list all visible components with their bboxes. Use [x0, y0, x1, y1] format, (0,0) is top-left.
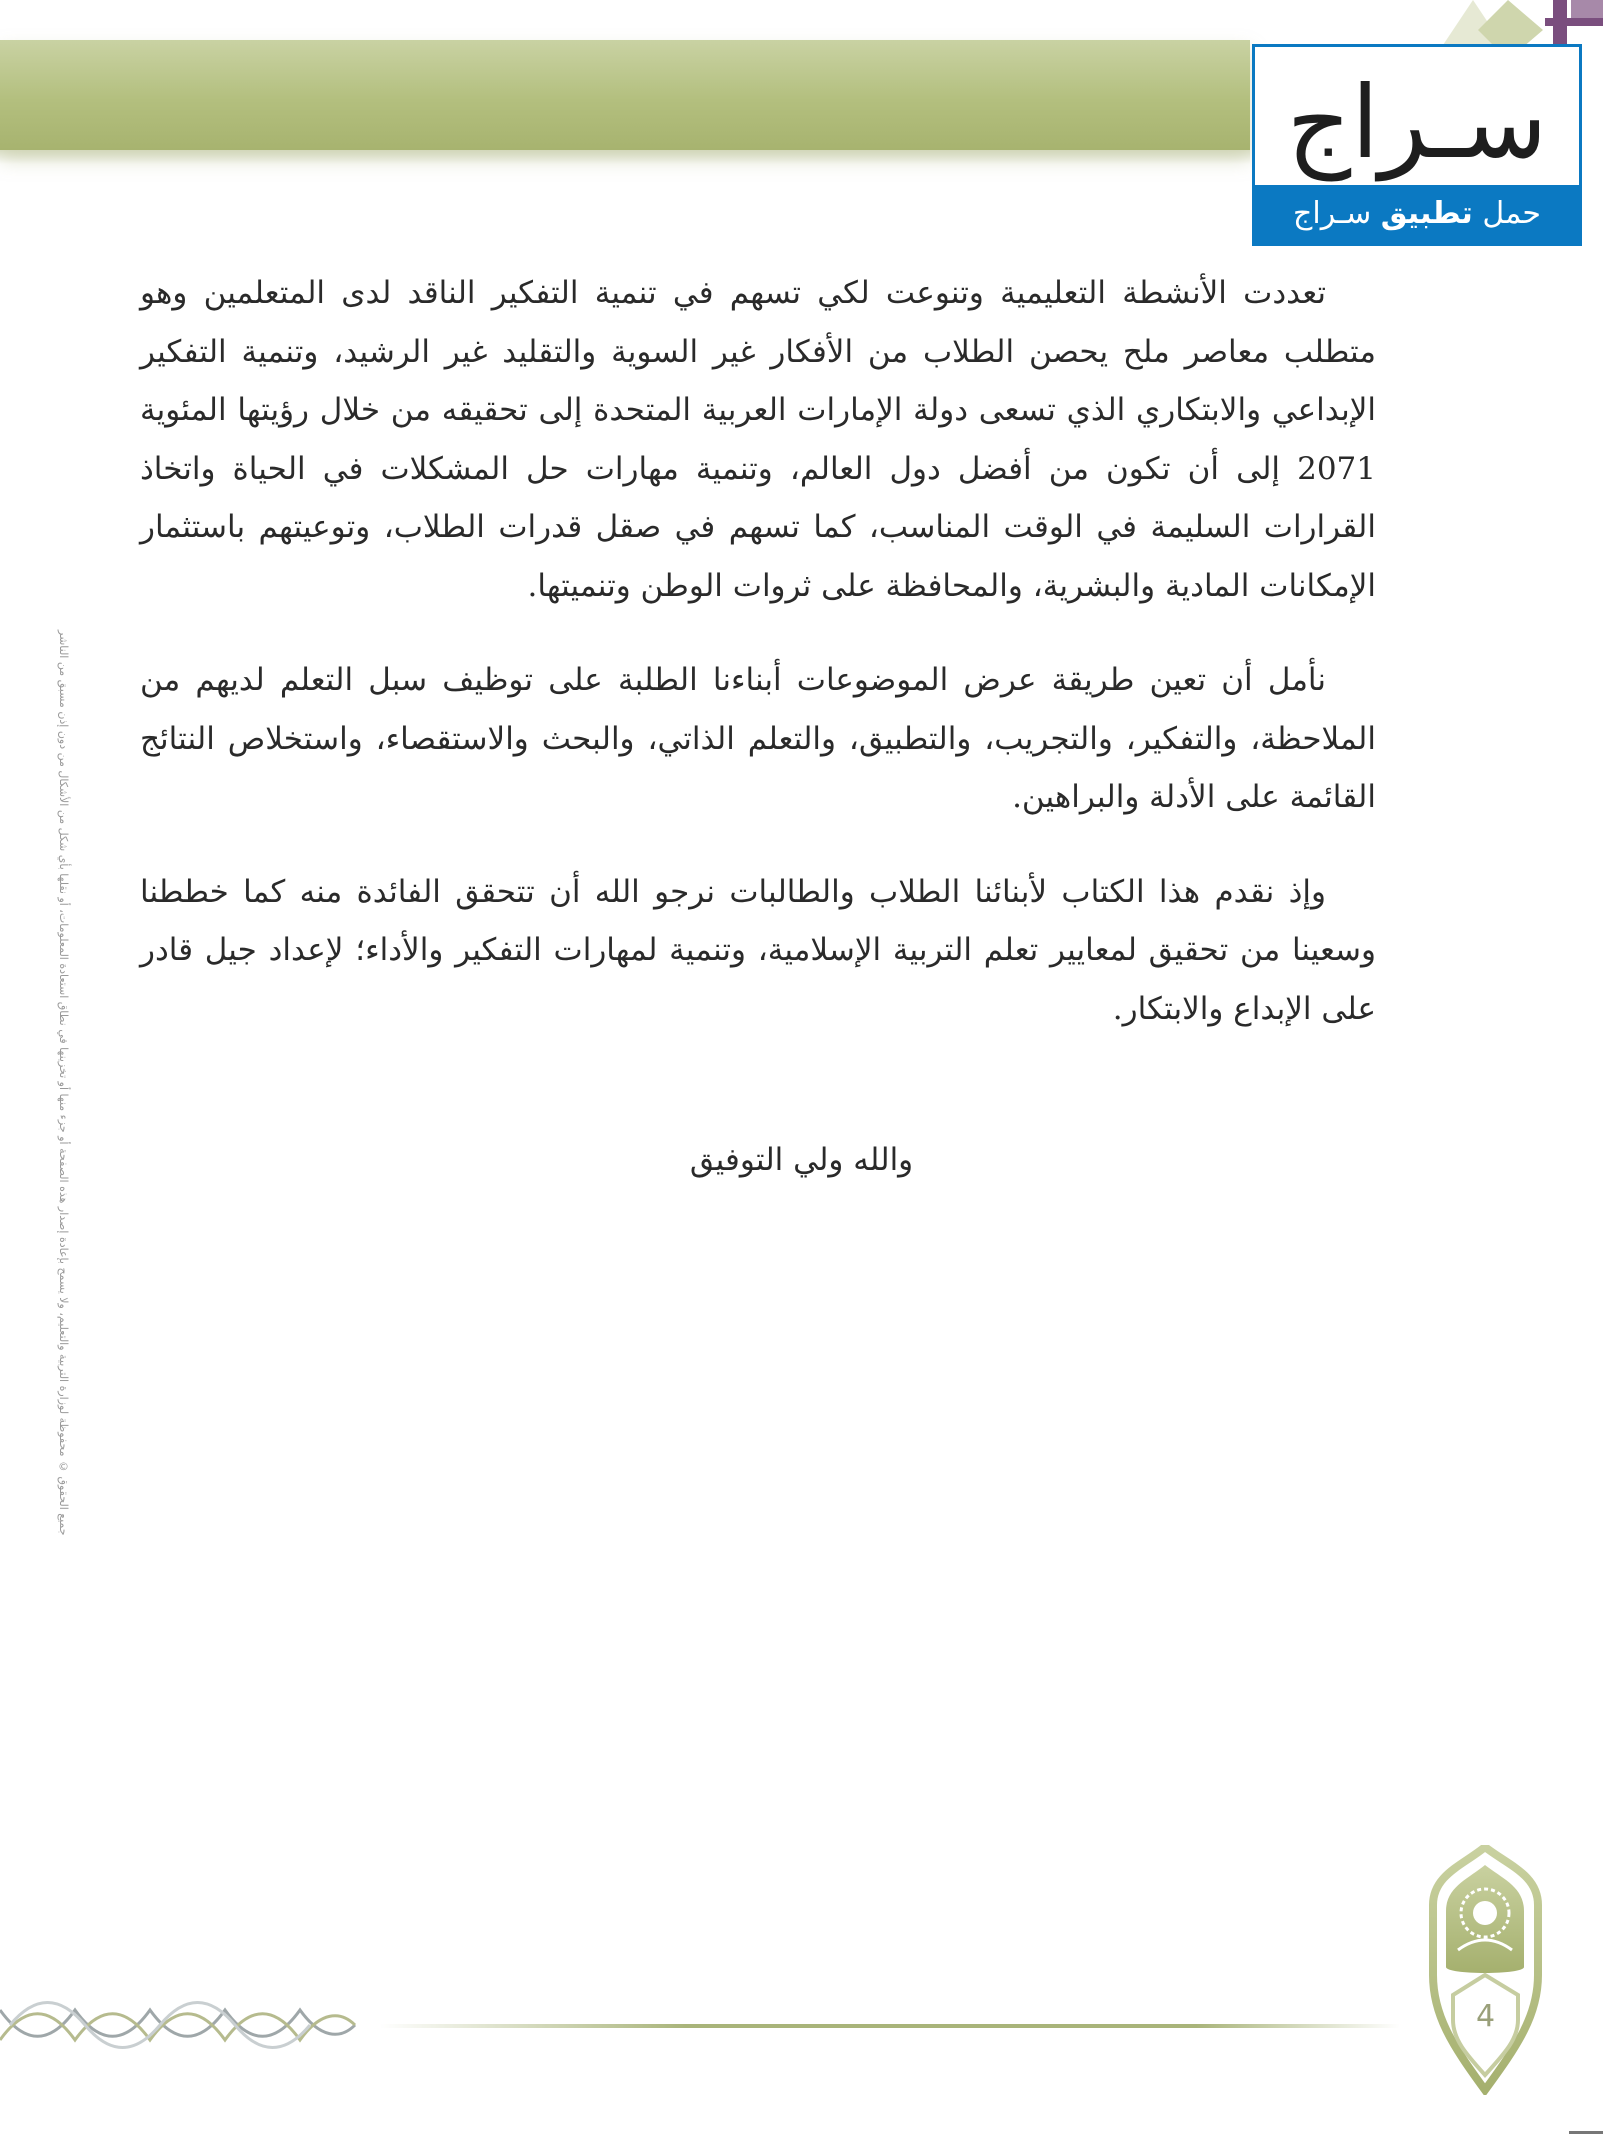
- logo-wordmark: سـراج: [1286, 64, 1548, 181]
- download-app-bar[interactable]: [1255, 185, 1579, 243]
- page-medallion: [1428, 1845, 1543, 2095]
- logo-bar-suffix: سـراج: [1293, 196, 1372, 231]
- closing-line: والله ولي التوفيق: [689, 1142, 914, 1178]
- header-banner: [0, 40, 1250, 150]
- logo-bar-prefix: حمل: [1482, 196, 1541, 231]
- page-number: 4: [1475, 1999, 1496, 2034]
- logo-bar-bold: تطبيق: [1380, 196, 1473, 231]
- edge-mark: [1569, 2131, 1603, 2134]
- footer-divider: [380, 2024, 1400, 2028]
- paragraph-3: وإذ نقدم هذا الكتاب لأبنائنا الطلاب والطالبات نرجو الله أن تتحقق الفائدة منه كما خططنا وسعينا من تحقيق لمعايير تعلم التربية الإسلامية، وتنمية لمهارات التفكير والأداء؛ لإعداد جيل قادر على الإبداع والابتكار.: [140, 873, 1376, 1027]
- copyright-vertical-text: جميع الحقوق © محفوظة لوزارة التربية والتعليم، ولا يسمح بإعادة إصدار هذه الصفحة أو جزء منها أو تخزينها في نطاق استعادة المعلومات، أو نقلها بأي شكل من الأشكال من دون إذن مسبق من الناشر: [57, 629, 70, 1536]
- siraj-logo[interactable]: [1252, 44, 1582, 246]
- paragraph-1: تعددت الأنشطة التعليمية وتنوعت لكي تسهم في تنمية التفكير الناقد لدى المتعلمين وهو متطلب معاصر ملح يحصن الطلاب من الأفكار غير السوية والتقليد غير الرشيد، وتنمية التفكير الإبداعي والابتكاري الذي تسعى دولة الإمارات العربية المتحدة إلى تحقيقه من خلال رؤيتها المئوية 2071 إلى أن تكون من أفضل دول العالم، وتنمية مهارات حل المشكلات في الحياة واتخاذ القرارات السليمة في الوقت المناسب، كما تسهم في صقل قدرات الطلاب، وتوعيتهم باستثمار الإمكانات المادية والبشرية، والمحافظة على ثروات الوطن وتنميتها.: [140, 275, 1376, 604]
- paragraph-2: نأمل أن تعين طريقة عرض الموضوعات أبناءنا الطلبة على توظيف سبل التعلم لديهم من الملاحظة، والتفكير، والتجريب، والتطبيق، والتعلم الذاتي، والبحث والاستقصاء، واستخلاص النتائج القائمة على الأدلة والبراهين.: [140, 662, 1376, 815]
- page-content: [140, 264, 1376, 1074]
- chain-ornament: [0, 1990, 360, 2060]
